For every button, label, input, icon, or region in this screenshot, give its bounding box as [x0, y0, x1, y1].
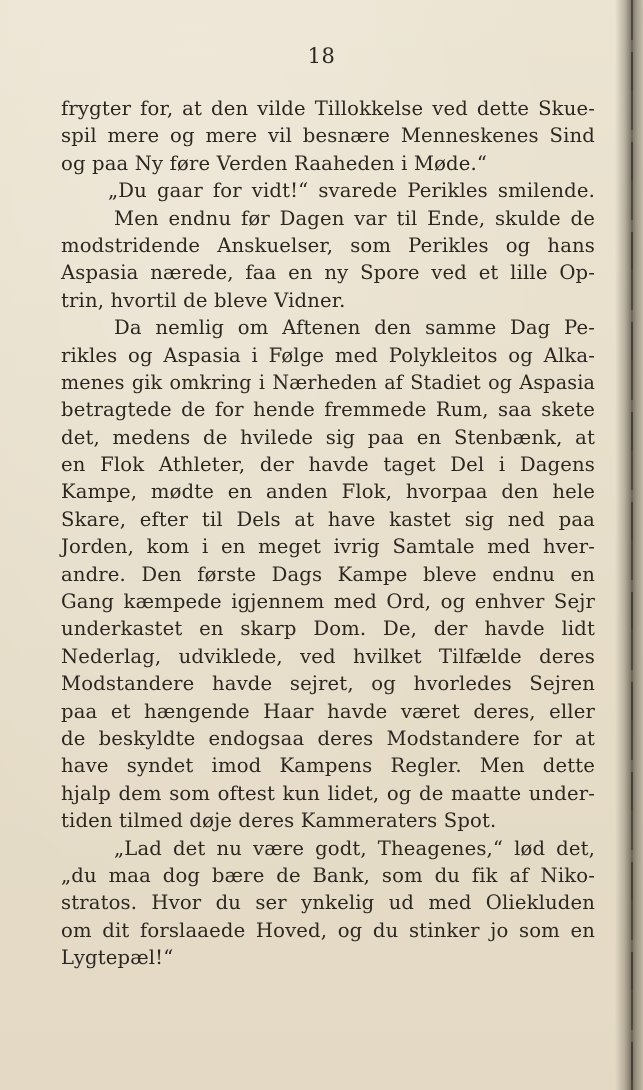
text-line: Men endnu før Dagen var til Ende, skulde de	[114, 206, 595, 230]
text-line: „Lad det nu være godt, Theagenes,“ lød det,	[114, 836, 595, 860]
text-line: spil mere og mere vil besnære Menneskenes Sind	[61, 124, 595, 148]
text-line: om dit forslaaede Hoved, og du stinker jo som en	[61, 918, 595, 942]
text-line: de beskyldte endogsaa deres Modstandere for at	[61, 726, 595, 750]
text-line: Skare, efter til Dels at have kastet sig ned paa	[61, 507, 595, 531]
text-line: paa et hængende Haar havde været deres, eller	[61, 699, 595, 723]
text-line: frygter for, at den vilde Tillokkelse ved dette Skue-	[61, 97, 595, 120]
text-line: betragtede de for hende fremmede Rum, saa skete	[61, 398, 595, 422]
text-line: andre. Den første Dags Kampe bleve endnu en	[61, 562, 595, 586]
text-line: Gang kæmpede igjennem med Ord, og enhver Sejr	[61, 590, 595, 614]
text-line: rikles og Aspasia i Følge med Polykleitos og Alka-	[61, 343, 595, 367]
text-line: Kampe, mødte en anden Flok, hvorpaa den hele	[61, 480, 595, 504]
text-line: hjalp dem som oftest kun lidet, og de maatte under-	[61, 781, 595, 805]
text-line: trin, hvortil de bleve Vidner.	[61, 288, 346, 312]
text-line: „Du gaar for vidt!“ svarede Perikles smilende.	[108, 179, 595, 203]
text-line: stratos. Hvor du ser ynkelig ud med Oliekluden	[61, 891, 595, 915]
text-line: modstridende Anskuelser, som Perikles og hans	[61, 233, 595, 257]
text-line: tiden tilmed døje deres Kammeraters Spot.	[61, 809, 497, 833]
text-line: Nederlag, udviklede, ved hvilket Tilfælde deres	[61, 644, 595, 668]
page-edge-shadow	[615, 0, 643, 1090]
text-line: „du maa dog bære de Bank, som du fik af Niko-	[61, 863, 595, 887]
text-line: Aspasia nærede, faa en ny Spore ved et lille Op-	[61, 261, 595, 285]
text-line: have syndet imod Kampens Regler. Men dette	[61, 754, 595, 778]
text-line: det, medens de hvilede sig paa en Stenbænk, at	[61, 425, 595, 449]
text-line: Lygtepæl!“	[61, 946, 174, 970]
body-text	[61, 95, 595, 972]
text-line: Modstandere havde sejret, og hvorledes Sejren	[61, 672, 595, 696]
page-number: 18	[307, 44, 336, 68]
text-line: og paa Ny føre Verden Raaheden i Møde.“	[61, 151, 488, 175]
page-edge-line	[631, 0, 633, 1090]
text-line: underkastet en skarp Dom. De, der havde lidt	[61, 617, 595, 641]
text-line: Jorden, kom i en meget ivrig Samtale med hver-	[61, 535, 595, 559]
text-line: Da nemlig om Aftenen den samme Dag Pe-	[114, 316, 595, 340]
text-line: menes gik omkring i Nærheden af Stadiet og Aspasia	[61, 370, 595, 394]
text-line: en Flok Athleter, der havde taget Del i Dagens	[61, 453, 595, 477]
